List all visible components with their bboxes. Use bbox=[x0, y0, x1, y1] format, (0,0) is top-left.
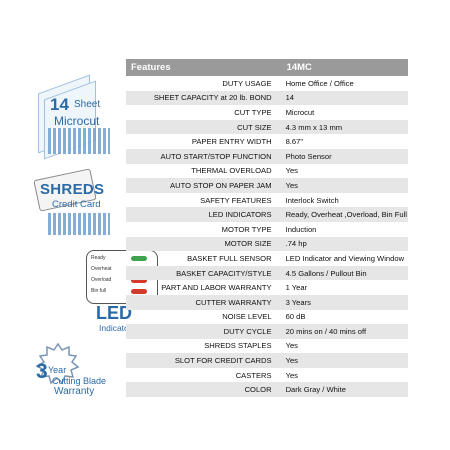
spec-value: Yes bbox=[285, 180, 298, 190]
spec-value: Yes bbox=[285, 370, 298, 380]
spec-key: MOTOR TYPE bbox=[221, 224, 272, 234]
spec-key: DUTY CYCLE bbox=[223, 326, 272, 336]
spec-key: AUTO START/STOP FUNCTION bbox=[160, 151, 272, 161]
led-indicators-badge bbox=[48, 250, 136, 333]
spec-value: 4.3 mm x 13 mm bbox=[285, 122, 343, 132]
spec-row bbox=[126, 120, 408, 135]
spec-key: THERMAL OVERLOAD bbox=[191, 166, 272, 176]
spec-key: CUT TYPE bbox=[234, 107, 272, 117]
spec-value: Interlock Switch bbox=[285, 195, 339, 205]
spec-key: SHREDS STAPLES bbox=[204, 341, 272, 351]
spec-row bbox=[126, 368, 408, 383]
spec-key: SAFETY FEATURES bbox=[200, 195, 272, 205]
led-subtitle: Indicators bbox=[99, 323, 136, 333]
spec-key: LED INDICATORS bbox=[208, 210, 272, 220]
sheet-label: Sheet bbox=[74, 99, 101, 110]
spec-table-header bbox=[126, 59, 408, 76]
credit-card-label: Credit Card bbox=[52, 199, 101, 210]
spec-row bbox=[126, 237, 408, 252]
spec-value: 3 Years bbox=[285, 297, 311, 307]
led-title: LED bbox=[96, 303, 132, 323]
spec-table-body bbox=[126, 76, 408, 397]
header-features: Features bbox=[131, 62, 171, 73]
spec-value: 14 bbox=[285, 93, 295, 103]
spec-value: Microcut bbox=[285, 107, 315, 117]
spec-value: 8.67" bbox=[285, 137, 304, 147]
spec-key: BASKET FULL SENSOR bbox=[187, 253, 272, 263]
spec-row bbox=[126, 164, 408, 179]
spec-table bbox=[126, 59, 408, 397]
spec-row bbox=[126, 324, 408, 339]
shreds-label: SHREDS bbox=[40, 181, 105, 198]
spec-key: CUT SIZE bbox=[237, 122, 272, 132]
spec-row bbox=[126, 178, 408, 193]
spec-row bbox=[126, 149, 408, 164]
spec-value: Yes bbox=[285, 341, 298, 351]
spec-value: Ready, Overheat ,Overload, Bin Full bbox=[285, 210, 407, 220]
spec-row bbox=[126, 91, 408, 106]
spec-value: Dark Gray / White bbox=[285, 385, 346, 395]
spec-key: SHEET CAPACITY at 20 lb. BOND bbox=[153, 93, 272, 103]
spec-key: COLOR bbox=[244, 385, 272, 395]
spec-row bbox=[126, 339, 408, 354]
spec-row bbox=[126, 105, 408, 120]
spec-key: NOISE LEVEL bbox=[222, 312, 272, 322]
warranty-year-label: Year bbox=[48, 365, 67, 375]
warranty-years: 3 bbox=[36, 360, 48, 383]
led-row-label: Bin full bbox=[91, 288, 107, 294]
spec-key: CASTERS bbox=[235, 370, 272, 380]
spec-row bbox=[126, 295, 408, 310]
spec-value: 4.5 Gallons / Pullout Bin bbox=[285, 268, 367, 278]
spec-value: Home Office / Office bbox=[285, 78, 354, 88]
spec-row bbox=[126, 134, 408, 149]
spec-value: Photo Sensor bbox=[285, 151, 332, 161]
spec-row bbox=[126, 207, 408, 222]
spec-value: 20 mins on / 40 mins off bbox=[285, 326, 367, 336]
spec-value: 1 Year bbox=[285, 283, 308, 293]
warranty-blade-label: Cutting Blade bbox=[52, 376, 107, 386]
spec-key: BASKET CAPACITY/STYLE bbox=[176, 268, 272, 278]
spec-row bbox=[126, 76, 408, 91]
spec-value: Yes bbox=[285, 166, 298, 176]
spec-value: LED Indicator and Viewing Window bbox=[285, 253, 405, 263]
warranty-label: Warranty bbox=[54, 386, 95, 397]
spec-key: MOTOR SIZE bbox=[224, 239, 272, 249]
spec-value: .74 hp bbox=[285, 239, 307, 249]
spec-key: PAPER ENTRY WIDTH bbox=[191, 137, 272, 147]
shred-strips-icon bbox=[48, 213, 110, 235]
spec-row bbox=[126, 222, 408, 237]
spec-key: PART AND LABOR WARRANTY bbox=[161, 283, 272, 293]
spec-row bbox=[126, 251, 408, 266]
spec-row bbox=[126, 266, 408, 281]
spec-value: 60 dB bbox=[285, 312, 306, 322]
header-model: 14MC bbox=[286, 62, 312, 73]
led-row-label: Ready bbox=[91, 255, 106, 261]
spec-key: CUTTER WARRANTY bbox=[195, 297, 272, 307]
spec-value: Induction bbox=[285, 224, 317, 234]
microcut-badge bbox=[30, 78, 122, 160]
spec-row bbox=[126, 382, 408, 397]
spec-row bbox=[126, 280, 408, 295]
spec-key: DUTY USAGE bbox=[222, 78, 272, 88]
led-row-label: Overload bbox=[91, 277, 112, 283]
led-row-label: Overheat bbox=[91, 266, 112, 272]
sheet-count: 14 bbox=[50, 95, 69, 114]
spec-key: AUTO STOP ON PAPER JAM bbox=[170, 180, 272, 190]
warranty-badge bbox=[34, 340, 124, 410]
spec-key: SLOT FOR CREDIT CARDS bbox=[174, 356, 272, 366]
spec-row bbox=[126, 353, 408, 368]
spec-value: Yes bbox=[285, 356, 298, 366]
spec-row bbox=[126, 310, 408, 325]
shreds-credit-card-badge bbox=[30, 168, 122, 248]
shred-strips-icon bbox=[48, 128, 110, 154]
spec-row bbox=[126, 193, 408, 208]
microcut-label: Microcut bbox=[54, 114, 100, 128]
